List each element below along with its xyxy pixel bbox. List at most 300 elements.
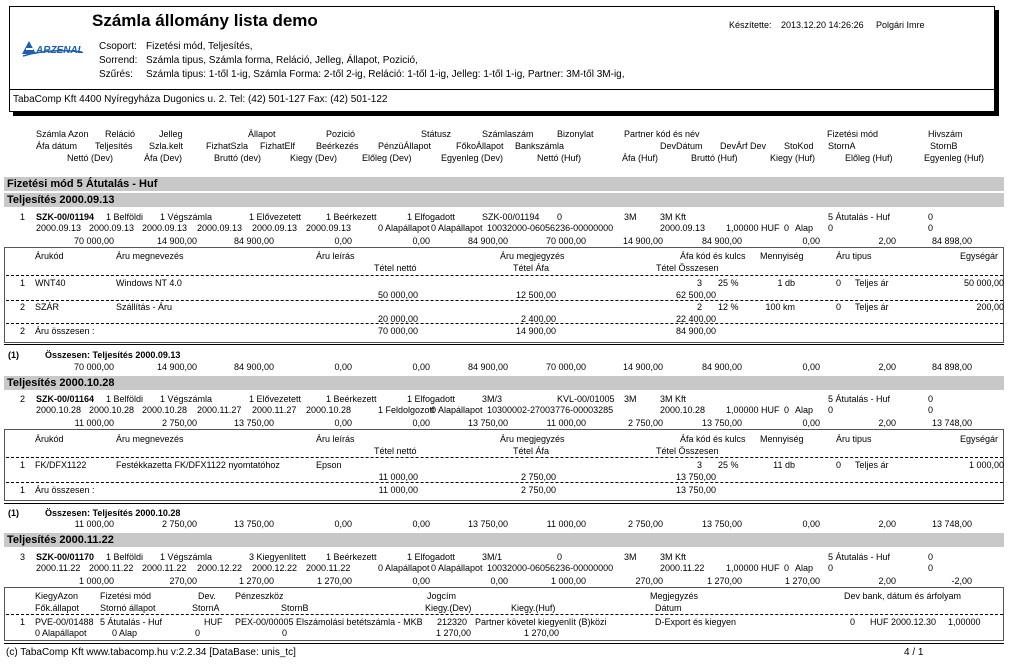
- amount: 0,00: [412, 236, 430, 246]
- bank-account: 10300002-27003776-00003285: [487, 405, 614, 415]
- item-col-header: Mennyiség: [760, 251, 804, 261]
- due-date: 2000.12.22: [197, 563, 243, 573]
- due-date: 2000.11.27: [197, 405, 242, 415]
- col-header: Előleg (Dev): [362, 153, 412, 163]
- item-col-header: Áru megjegyzés: [500, 251, 565, 261]
- row-number: 1: [20, 212, 26, 222]
- item-number: 1: [20, 278, 26, 288]
- col-header: Teljesítés: [95, 141, 133, 151]
- arrival-date: 2000.10.28: [306, 405, 352, 415]
- partner-code: 3M: [624, 394, 637, 404]
- partner-code: 3M: [624, 212, 637, 222]
- ledger-state: 0 Alapállapot: [431, 405, 483, 415]
- sto-name: Alap: [795, 405, 814, 415]
- pay-legal-code: 212320: [437, 617, 468, 627]
- pay-rate: 1,00000: [948, 617, 981, 627]
- col-header: Fizetési mód: [827, 129, 879, 139]
- items-sum-total: 13 750,00: [675, 485, 716, 495]
- created-label: Készítette:: [729, 20, 772, 30]
- amount: 1 270,00: [316, 576, 352, 586]
- sum-label: Összesen: Teljesítés 2000.09.13: [45, 350, 181, 360]
- sum-value: 84 900,00: [467, 362, 508, 372]
- col-header: Áfa (Dev): [144, 153, 183, 163]
- item-col-header: Tétel nettó: [374, 446, 417, 456]
- invoice-number: SZK-00/01194: [482, 212, 540, 222]
- item-total: 22 400,00: [675, 314, 716, 324]
- divider: [6, 614, 1003, 615]
- sum-value: 2 750,00: [161, 519, 197, 529]
- divider: [6, 300, 1003, 301]
- arrival-date: 2000.09.13: [306, 223, 352, 233]
- logo-text: ARZENAL: [36, 45, 84, 56]
- report-title: Számla állomány lista demo: [92, 11, 318, 30]
- amount: 70 000,00: [73, 236, 114, 246]
- col-header: Számla Azon: [36, 129, 89, 139]
- sum-value: 13 748,00: [931, 519, 972, 529]
- position: 1 Beérkezett: [326, 552, 377, 562]
- col-header: FizhatSzla: [206, 141, 249, 151]
- amount: 70 000,00: [545, 236, 586, 246]
- item-price: 1 000,00: [968, 460, 1004, 470]
- storn-b: 0: [928, 405, 934, 415]
- item-col-header: Áru leírás: [316, 434, 355, 444]
- amount: 2,00: [878, 418, 896, 428]
- sto-name: Alap: [795, 223, 814, 233]
- created-by: Polgári Imre: [876, 20, 925, 30]
- dev-date: 2000.10.28: [660, 405, 706, 415]
- item-vat-code: 2: [697, 302, 703, 312]
- footer-divider: [4, 643, 1004, 644]
- state: 1 Elővezetett: [249, 212, 302, 222]
- dev-rate: 1,00000 HUF: [726, 223, 780, 233]
- partner-name: 3M Kft: [660, 394, 687, 404]
- amount: 1 000,00: [78, 576, 114, 586]
- col-header: Egyenleg (Dev): [441, 153, 504, 163]
- pay-bank: 0: [850, 617, 856, 627]
- sum-value: 14 900,00: [622, 362, 663, 372]
- item-col-header: Tétel nettó: [374, 263, 417, 273]
- section-band: Teljesítés 2000.10.28: [4, 376, 1004, 390]
- sto-code: 0: [784, 563, 790, 573]
- items-sum-net: 11 000,00: [378, 485, 418, 495]
- payment-method: 5 Átutalás - Huf: [828, 394, 891, 404]
- issue-date: 2000.11.22: [142, 563, 187, 573]
- col-header: DevDátum: [660, 141, 703, 151]
- item-vat-pct: 25 %: [718, 278, 739, 288]
- col-header: FőkoÁllapot: [456, 141, 504, 151]
- fin-state: 0 Alapállapot: [378, 223, 430, 233]
- pay-col-header: Kiegy.(Dev): [425, 603, 472, 613]
- storn-b: 0: [928, 563, 934, 573]
- col-header: Kiegy (Dev): [290, 153, 338, 163]
- amount: 0,00: [490, 576, 508, 586]
- partner-name: 3M Kft: [660, 212, 687, 222]
- amount: 84 900,00: [467, 236, 508, 246]
- item-vat-code: 3: [697, 460, 703, 470]
- storn-a: 0: [828, 563, 834, 573]
- sum-value: 2 750,00: [627, 519, 663, 529]
- amount: 2 750,00: [161, 418, 197, 428]
- arrival-date: 2000.11.22: [306, 563, 351, 573]
- sum-value: 0,00: [412, 519, 430, 529]
- col-header: Egyenleg (Huf): [924, 153, 985, 163]
- pay-storn-a: 0: [195, 628, 201, 638]
- amount: 270,00: [169, 576, 197, 586]
- item-type-name: Teljes ár: [855, 278, 889, 288]
- pay-method: 5 Átutalás - Huf: [100, 617, 163, 627]
- csoport-label: Csoport:: [99, 41, 137, 52]
- sum-label: Összesen: Teljesítés 2000.10.28: [45, 508, 181, 518]
- pay-legal-name: Partner követel kiegyenlít (B)közi: [475, 617, 607, 627]
- item-col-header: Áru megnevezés: [116, 251, 184, 261]
- group-band: Fizetési mód 5 Átutalás - Huf: [4, 177, 1004, 191]
- item-vat-code: 3: [697, 278, 703, 288]
- amount: 1 270,00: [784, 576, 820, 586]
- amount: 11 000,00: [74, 418, 114, 428]
- sum-value: 13 750,00: [233, 519, 274, 529]
- col-header: StoKod: [784, 141, 814, 151]
- col-header: Bankszámla: [515, 141, 565, 151]
- pay-col-header: Jogcím: [427, 591, 457, 601]
- invoice-id: SZK-00/01170: [36, 552, 95, 562]
- vat-date: 2000.10.28: [36, 405, 82, 415]
- pay-col-header: Dátum: [655, 603, 682, 613]
- szures-label: Szűrés:: [99, 69, 133, 80]
- storn-a: 0: [828, 405, 834, 415]
- document: 0: [557, 552, 563, 562]
- col-header: StornA: [828, 141, 856, 151]
- amount: 0,00: [334, 236, 352, 246]
- created-value: 2013.12.20 14:26:26: [781, 20, 864, 30]
- item-col-header: Áru megjegyzés: [500, 434, 565, 444]
- sum-value: 84 898,00: [931, 362, 972, 372]
- col-header: StornB: [930, 141, 958, 151]
- sum-value: 0,00: [334, 519, 352, 529]
- pay-amount-huf: 1 270,00: [523, 628, 559, 638]
- col-header: DevÁrf Dev: [720, 141, 767, 151]
- due-date-2: 2000.12.22: [252, 563, 298, 573]
- issue-date: 2000.10.28: [142, 405, 188, 415]
- col-header: Bruttó (Huf): [691, 153, 738, 163]
- item-vat: 2 750,00: [520, 472, 556, 482]
- pay-id: PVE-00/01488: [35, 617, 94, 627]
- invoice-id: SZK-00/01194: [36, 212, 95, 222]
- items-sum-label: Áru összesen :: [35, 485, 95, 495]
- divider: [6, 457, 1003, 458]
- pay-col-header: StornA: [192, 603, 220, 613]
- col-header: Kiegy (Huf): [770, 153, 816, 163]
- item-total: 13 750,00: [675, 472, 716, 482]
- item-type: 0: [836, 460, 842, 470]
- item-name: Windows NT 4.0: [116, 278, 182, 288]
- company-logo: [20, 38, 86, 62]
- item-qty: 100 km: [765, 302, 795, 312]
- item-type: 0: [836, 302, 842, 312]
- amount: 2 750,00: [627, 418, 663, 428]
- fulfil-date: 2000.11.22: [89, 563, 134, 573]
- pay-amount-dev: 1 270,00: [435, 628, 471, 638]
- col-header: Előleg (Huf): [845, 153, 893, 163]
- ref-number: 0: [928, 552, 934, 562]
- pay-col-header: Pénzeszköz: [235, 591, 284, 601]
- divider: [6, 323, 1003, 324]
- item-qty: 1 db: [777, 278, 795, 288]
- sum-value: 0,00: [334, 362, 352, 372]
- section-band: Teljesítés 2000.11.22: [4, 533, 1004, 547]
- item-type-name: Teljes ár: [855, 302, 889, 312]
- company-line: TabaComp Kft 4400 Nyíregyháza Dugonics u. 2. Tel: (42) 501-127 Fax: (42) 501-122: [13, 94, 388, 105]
- amount: 0,00: [334, 418, 352, 428]
- footer-text: (c) TabaComp Kft www.tabacomp.hu v:2.2.34 [DataBase: unis_tc]: [6, 647, 296, 658]
- sum-value: 0,00: [802, 362, 820, 372]
- amount: 2,00: [878, 236, 896, 246]
- amount: 13 750,00: [467, 418, 508, 428]
- item-vat-pct: 12 %: [718, 302, 739, 312]
- item-type: 0: [836, 278, 842, 288]
- sorrend-label: Sorrend:: [99, 55, 138, 66]
- sum-value: 11 000,00: [74, 519, 114, 529]
- fulfil-date: 2000.10.28: [89, 405, 135, 415]
- col-header: Nettó (Dev): [67, 153, 114, 163]
- sum-value: 84 900,00: [233, 362, 274, 372]
- issue-date: 2000.09.13: [142, 223, 188, 233]
- position: 1 Beérkezett: [326, 212, 377, 222]
- item-price: 50 000,00: [963, 278, 1004, 288]
- item-net: 50 000,00: [377, 290, 418, 300]
- dev-rate: 1,00000 HUF: [726, 405, 780, 415]
- due-date: 2000.09.13: [197, 223, 243, 233]
- type: 1 Végszámla: [160, 394, 213, 404]
- amount: 84 900,00: [701, 236, 742, 246]
- sum-count: (1): [8, 508, 19, 518]
- pay-col-header: Dev bank, dátum és árfolyam: [844, 591, 962, 601]
- row-number: 3: [20, 552, 26, 562]
- item-number: 2: [20, 302, 26, 312]
- status: 1 Elfogadott: [407, 552, 456, 562]
- amount: 0,00: [802, 236, 820, 246]
- col-header: PénzüÁllapot: [378, 141, 432, 151]
- sum-value: 13 750,00: [467, 519, 508, 529]
- item-col-header: Áfa kód és kulcs: [680, 251, 746, 261]
- item-total: 62 500,00: [675, 290, 716, 300]
- section-band: Teljesítés 2000.09.13: [4, 193, 1004, 207]
- pay-ledger-state: 0 Alapállapot: [35, 628, 87, 638]
- item-net: 20 000,00: [377, 314, 418, 324]
- amount: 1 000,00: [550, 576, 586, 586]
- items-count: 1: [20, 485, 26, 495]
- col-header: Partner kód és név: [624, 129, 700, 139]
- item-col-header: Tétel Összesen: [656, 446, 719, 456]
- items-sum-vat: 2 750,00: [520, 485, 556, 495]
- sum-value: 0,00: [802, 519, 820, 529]
- fulfil-date: 2000.09.13: [89, 223, 135, 233]
- document: 0: [557, 212, 563, 222]
- invoice-number: 3M/1: [482, 552, 503, 562]
- item-col-header: Egységár: [960, 251, 999, 261]
- amount: 84 900,00: [233, 236, 274, 246]
- amount: 1 270,00: [238, 576, 274, 586]
- item-col-header: Árukód: [35, 434, 64, 444]
- pay-note: D-Export és kiegyen: [655, 617, 737, 627]
- item-col-header: Áru leírás: [316, 251, 355, 261]
- pay-col-header: Dev.: [198, 591, 216, 601]
- col-header: Bizonylat: [557, 129, 594, 139]
- due-date-2: 2000.09.13: [252, 223, 298, 233]
- partner-code: 3M: [624, 552, 637, 562]
- col-header: Szla.kelt: [149, 141, 184, 151]
- col-header: Nettó (Huf): [537, 153, 582, 163]
- sum-value: 2,00: [878, 362, 896, 372]
- sum-count: (1): [8, 350, 19, 360]
- type: 1 Végszámla: [160, 552, 213, 562]
- relation: 1 Belföldi: [106, 552, 144, 562]
- storn-b: 0: [928, 223, 934, 233]
- relation: 1 Belföldi: [106, 394, 144, 404]
- pay-col-header: Kiegy.(Huf): [511, 603, 556, 613]
- bank-account: 10032000-06056236-00000000: [487, 563, 614, 573]
- bank-account: 10032000-06056236-00000000: [487, 223, 614, 233]
- ref-number: 0: [928, 394, 934, 404]
- storn-a: 0: [828, 223, 834, 233]
- item-price: 200,00: [976, 302, 1004, 312]
- ledger-state: 0 Alapállapot: [431, 563, 483, 573]
- position: 1 Beérkezett: [326, 394, 377, 404]
- item-number: 1: [20, 460, 26, 470]
- dev-date: 2000.11.22: [660, 563, 705, 573]
- csoport-value: Fizetési mód, Teljesítés,: [146, 41, 253, 52]
- pay-instrument: PEX-00/00005 Elszámolási betétszámla - MKB: [235, 617, 423, 627]
- col-header: Pozició: [326, 129, 356, 139]
- items-sum-label: Áru összesen :: [35, 326, 95, 336]
- ledger-state: 0 Alapállapot: [431, 223, 483, 233]
- item-net: 11 000,00: [378, 472, 418, 482]
- sum-value: 2,00: [878, 519, 896, 529]
- item-vat: 2 400,00: [520, 314, 556, 324]
- pay-bank-date: HUF 2000.12.30: [870, 617, 937, 627]
- sum-value: 70 000,00: [545, 362, 586, 372]
- item-col-header: Árukód: [35, 251, 64, 261]
- invoice-id: SZK-00/01164: [36, 394, 95, 404]
- vat-date: 2000.09.13: [36, 223, 82, 233]
- item-col-header: Mennyiség: [760, 434, 804, 444]
- col-header: FizhatElf: [260, 141, 296, 151]
- item-qty: 11 db: [773, 460, 795, 470]
- col-header: Reláció: [105, 129, 136, 139]
- sum-value: 14 900,00: [156, 362, 197, 372]
- pay-col-header: Fők.állapot: [35, 603, 80, 613]
- amount: -2,00: [951, 576, 972, 586]
- due-date-2: 2000.11.27: [252, 405, 297, 415]
- divider: [4, 344, 1004, 345]
- item-col-header: Egységár: [960, 434, 999, 444]
- payment-method: 5 Átutalás - Huf: [828, 212, 891, 222]
- status: 1 Elfogadott: [407, 394, 456, 404]
- col-header: Jelleg: [159, 129, 183, 139]
- document: KVL-00/01005: [557, 394, 615, 404]
- items-count: 2: [20, 326, 26, 336]
- col-header: Bruttó (dev): [214, 153, 262, 163]
- fin-state: 0 Alapállapot: [378, 563, 430, 573]
- szures-value: Számla tipus: 1-től 1-ig, Számla Forma: 2-től 2-ig, Reláció: 1-től 1-ig, Jelleg: 1-től 1-ig, Partner: 3M-től 3M-ig,: [146, 69, 625, 80]
- col-header: Státusz: [421, 129, 452, 139]
- partner-name: 3M Kft: [660, 552, 687, 562]
- pay-storn-b: 0: [282, 628, 288, 638]
- row-number: 2: [20, 394, 26, 404]
- sto-name: Alap: [795, 563, 814, 573]
- divider: [4, 503, 1004, 504]
- sum-value: 70 000,00: [73, 362, 114, 372]
- amount: 11 000,00: [546, 418, 586, 428]
- header-divider: [9, 89, 995, 90]
- fin-state: 1 Feldolgozott: [378, 405, 435, 415]
- page-number: 4 / 1: [904, 647, 924, 658]
- col-header: Számlaszám: [482, 129, 534, 139]
- divider: [6, 275, 1003, 276]
- col-header: Áfa dátum: [36, 141, 78, 151]
- item-vat-pct: 25 %: [718, 460, 739, 470]
- pay-col-header: KiegyAzon: [35, 591, 79, 601]
- amount: 1 270,00: [706, 576, 742, 586]
- pay-currency: HUF: [204, 617, 223, 627]
- payment-method: 5 Átutalás - Huf: [828, 552, 891, 562]
- amount: 14 900,00: [156, 236, 197, 246]
- item-col-header: Áru tipus: [836, 251, 872, 261]
- amount: 84 898,00: [931, 236, 972, 246]
- pay-col-header: Stornó állapot: [100, 603, 156, 613]
- item-name: Szállítás - Áru: [116, 302, 173, 312]
- state: 3 Kiegyenlített: [249, 552, 307, 562]
- pay-col-header: Megjegyzés: [650, 591, 699, 601]
- vat-date: 2000.11.22: [36, 563, 81, 573]
- state: 1 Elővezetett: [249, 394, 302, 404]
- sorrend-value: Számla tipus, Számla forma, Reláció, Jelleg, Állapot, Pozició,: [146, 55, 418, 66]
- type: 1 Végszámla: [160, 212, 213, 222]
- amount: 0,00: [412, 418, 430, 428]
- pay-storno-state: 0 Alap: [112, 628, 138, 638]
- amount: 13 750,00: [701, 418, 742, 428]
- item-code: SZÁR: [35, 302, 60, 312]
- amount: 13 748,00: [931, 418, 972, 428]
- divider: [6, 482, 1003, 483]
- amount: 14 900,00: [622, 236, 663, 246]
- amount: 2,00: [878, 576, 896, 586]
- pay-number: 1: [20, 617, 26, 627]
- item-col-header: Tétel Áfa: [513, 446, 550, 456]
- sto-code: 0: [784, 223, 790, 233]
- item-code: WNT40: [35, 278, 66, 288]
- amount: 0,00: [802, 418, 820, 428]
- item-col-header: Áru megnevezés: [116, 434, 184, 444]
- sum-value: 84 900,00: [701, 362, 742, 372]
- sum-value: 13 750,00: [701, 519, 742, 529]
- col-header: Állapot: [248, 129, 276, 139]
- item-col-header: Áfa kód és kulcs: [680, 434, 746, 444]
- col-header: Áfa (Huf): [622, 153, 659, 163]
- amount: 270,00: [635, 576, 663, 586]
- item-code: FK/DFX1122: [35, 460, 87, 470]
- sto-code: 0: [784, 405, 790, 415]
- sum-value: 0,00: [412, 362, 430, 372]
- pay-col-header: StornB: [281, 603, 309, 613]
- ref-number: 0: [928, 212, 934, 222]
- item-vat: 12 500,00: [515, 290, 556, 300]
- items-sum-total: 84 900,00: [675, 326, 716, 336]
- item-col-header: Tétel Összesen: [656, 263, 719, 273]
- col-header: Hivszám: [928, 129, 963, 139]
- status: 1 Elfogadott: [407, 212, 456, 222]
- amount: 13 750,00: [233, 418, 274, 428]
- amount: 0,00: [412, 576, 430, 586]
